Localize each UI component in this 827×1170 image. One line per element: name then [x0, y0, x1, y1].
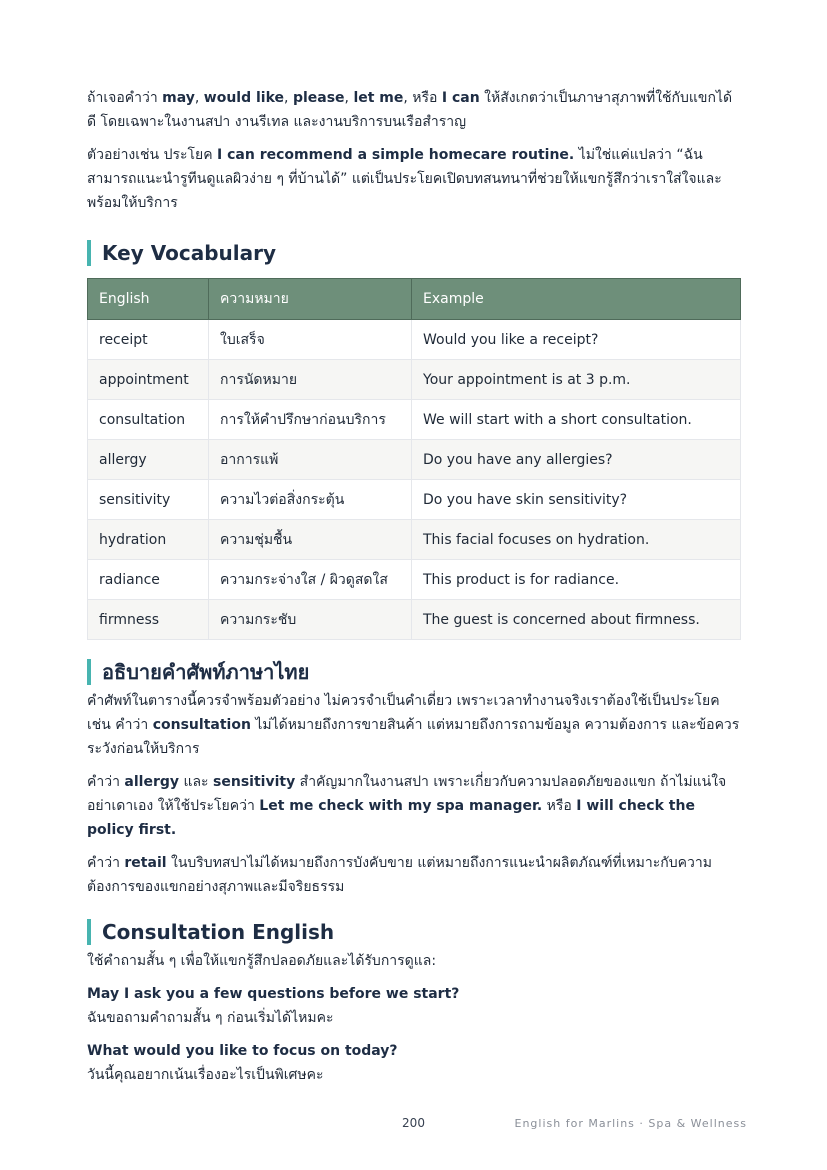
- cell-english: radiance: [88, 560, 209, 600]
- separator: ,: [344, 90, 354, 106]
- table-header-row: [88, 279, 741, 320]
- consultation-english-heading: Consultation English: [87, 919, 740, 945]
- table-row: [88, 320, 741, 360]
- column-header-meaning: ความหมาย: [209, 279, 412, 320]
- keyword-consultation: consultation: [152, 717, 251, 733]
- cell-english: consultation: [88, 400, 209, 440]
- cell-example: Your appointment is at 3 p.m.: [412, 360, 741, 400]
- cell-meaning: ใบเสร็จ: [209, 320, 412, 360]
- consultation-intro: ใช้คำถามสั้น ๆ เพื่อให้แขกรู้สึกปลอดภัยและได้รับการดูแล:: [87, 953, 437, 969]
- phrase-check-policy: I will check the policy first.: [87, 798, 695, 838]
- keyword-sensitivity: sensitivity: [213, 774, 296, 790]
- book-title: English for Marlins · Spa & Wellness: [514, 1117, 747, 1130]
- cell-example: Do you have any allergies?: [412, 440, 741, 480]
- intro-text: ให้สังเกตว่าเป็นภาษาสุภาพที่ใช้กับแขกได้ดี โดยเฉพาะในงานสปา งานรีเทล และงานบริการบนเรือสำราญ: [87, 90, 733, 130]
- cell-english: receipt: [88, 320, 209, 360]
- intro-text: ถ้าเจอคำว่า: [87, 90, 163, 106]
- consultation-question: [87, 1039, 740, 1087]
- body-text: คำว่า: [87, 774, 125, 790]
- column-header-english: English: [88, 279, 209, 320]
- cell-english: sensitivity: [88, 480, 209, 520]
- page-number: 200: [402, 1116, 425, 1130]
- keyword-let-me: let me: [353, 90, 404, 106]
- body-text: ในบริบทสปาไม่ได้หมายถึงการบังคับขาย แต่หมายถึงการแนะนำผลิตภัณฑ์ที่เหมาะกับความต้องการของแขกอย่างสุภาพและมีจริยธรรม: [87, 855, 712, 895]
- body-text: คำว่า: [87, 855, 125, 871]
- cell-meaning: ความไวต่อสิ่งกระตุ้น: [209, 480, 412, 520]
- cell-example: The guest is concerned about firmness.: [412, 600, 741, 640]
- keyword-would-like: would like: [203, 90, 285, 106]
- cell-english: firmness: [88, 600, 209, 640]
- phrase-let-me-check: Let me check with my spa manager.: [259, 798, 543, 814]
- separator: ,: [284, 90, 293, 106]
- keyword-may: may: [162, 90, 195, 106]
- thai-explanation-heading: อธิบายคำศัพท์ภาษาไทย: [87, 659, 740, 685]
- body-text: สำคัญมากในงานสปา เพราะเกี่ยวกับความปลอดภัยของแขก ถ้าไม่แน่ใจ อย่าเดาเอง ให้ใช้ประโยคว่า: [87, 774, 727, 814]
- table-row: [88, 560, 741, 600]
- cell-meaning: ความชุ่มชื้น: [209, 520, 412, 560]
- body-text: คำศัพท์ในตารางนี้ควรจำพร้อมตัวอย่าง ไม่ควรจำเป็นคำเดี่ยว เพราะเวลาทำงานจริงเราต้องใช้เป็นประโยค เช่น คำว่า: [87, 693, 720, 733]
- separator: ,: [194, 90, 204, 106]
- cell-english: allergy: [88, 440, 209, 480]
- column-header-example: Example: [412, 279, 741, 320]
- thai-paragraph-1: [87, 689, 740, 761]
- separator: , หรือ: [403, 90, 442, 106]
- table-row: [88, 360, 741, 400]
- keyword-allergy: allergy: [124, 774, 179, 790]
- intro-text: ไม่ใช่แค่แปลว่า “ฉันสามารถแนะนำรูทีนดูแลผิวง่าย ๆ ที่บ้านได้” แต่เป็นประโยคเปิดบทสนทนาที่ช่วยให้แขกรู้สึกว่าเราใส่ใจและพร้อมให้บริการ: [87, 147, 722, 211]
- question-english: May I ask you a few questions before we start?: [87, 986, 460, 1002]
- cell-meaning: ความกระชับ: [209, 600, 412, 640]
- table-row: [88, 480, 741, 520]
- cell-example: We will start with a short consultation.: [412, 400, 741, 440]
- table-row: [88, 400, 741, 440]
- consultation-question: [87, 982, 740, 1030]
- cell-example: This facial focuses on hydration.: [412, 520, 741, 560]
- thai-paragraph-2: [87, 770, 740, 842]
- thai-paragraph-3: [87, 851, 740, 899]
- keyword-please: please: [292, 90, 345, 106]
- question-thai: ฉันขอถามคำถามสั้น ๆ ก่อนเริ่มได้ไหมคะ: [87, 1010, 334, 1026]
- table-row: [88, 440, 741, 480]
- example-sentence: I can recommend a simple homecare routine.: [217, 147, 575, 163]
- question-english: What would you like to focus on today?: [87, 1043, 398, 1059]
- cell-english: appointment: [88, 360, 209, 400]
- cell-meaning: อาการแพ้: [209, 440, 412, 480]
- keyword-i-can: I can: [441, 90, 480, 106]
- key-vocabulary-heading: Key Vocabulary: [87, 240, 740, 266]
- cell-example: This product is for radiance.: [412, 560, 741, 600]
- vocabulary-table: [87, 278, 741, 640]
- cell-meaning: การให้คำปรึกษาก่อนบริการ: [209, 400, 412, 440]
- table-row: [88, 600, 741, 640]
- cell-meaning: การนัดหมาย: [209, 360, 412, 400]
- cell-example: Would you like a receipt?: [412, 320, 741, 360]
- keyword-retail: retail: [124, 855, 167, 871]
- page-content: [87, 86, 740, 1087]
- body-text: ไม่ได้หมายถึงการขายสินค้า แต่หมายถึงการถามข้อมูล ความต้องการ และข้อควรระวังก่อนให้บริการ: [87, 717, 740, 757]
- cell-english: hydration: [88, 520, 209, 560]
- intro-paragraph-1: [87, 86, 740, 134]
- cell-example: Do you have skin sensitivity?: [412, 480, 741, 520]
- table-row: [88, 520, 741, 560]
- intro-paragraph-2: [87, 143, 740, 215]
- question-thai: วันนี้คุณอยากเน้นเรื่องอะไรเป็นพิเศษคะ: [87, 1067, 324, 1083]
- body-text: หรือ: [542, 798, 577, 814]
- cell-meaning: ความกระจ่างใส / ผิวดูสดใส: [209, 560, 412, 600]
- body-text: และ: [179, 774, 214, 790]
- intro-text: ตัวอย่างเช่น ประโยค: [87, 147, 218, 163]
